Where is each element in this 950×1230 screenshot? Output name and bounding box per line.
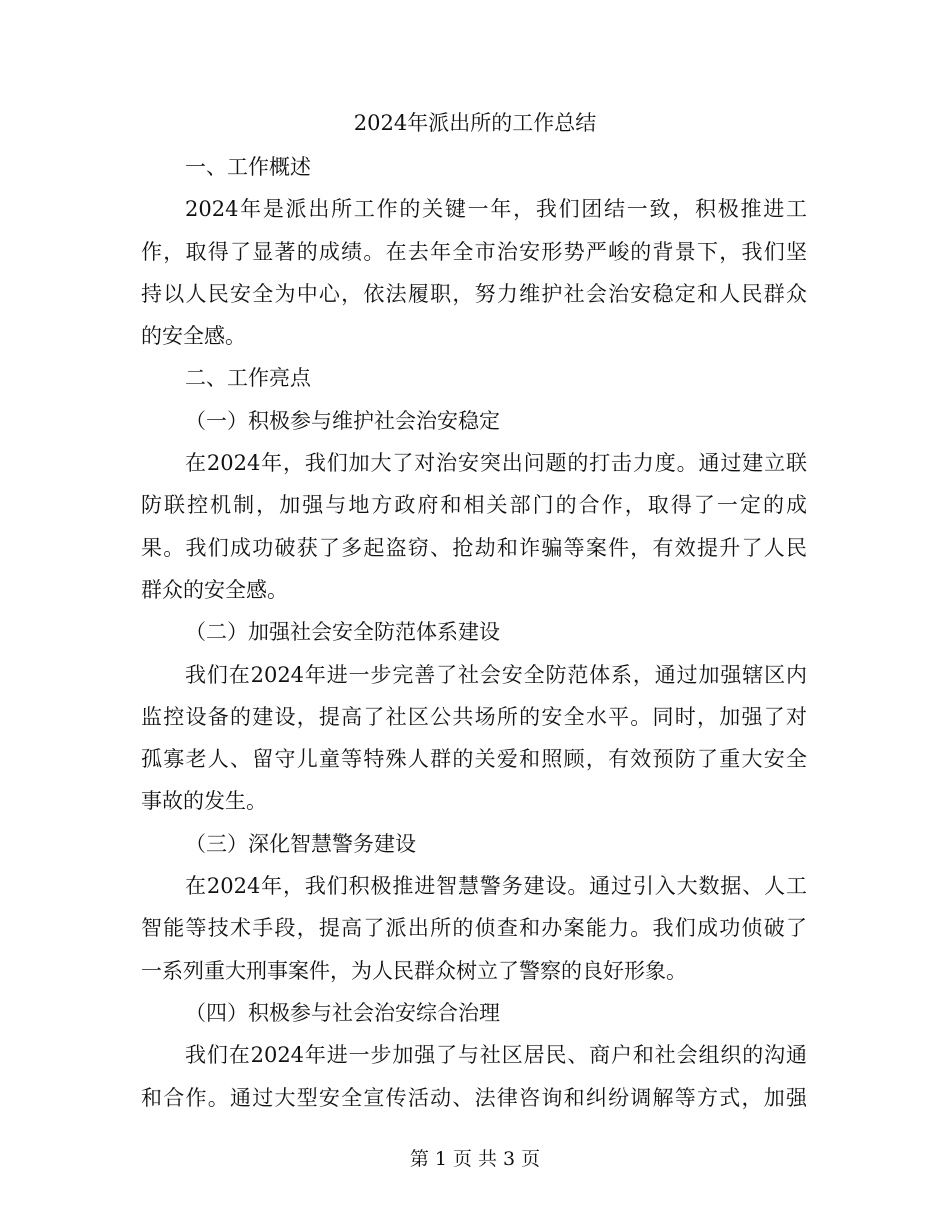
- text-line: 群众的安全感。: [141, 577, 288, 602]
- text-line: 和合作。通过大型安全宣传活动、法律咨询和纠纷调解等方式，加强: [141, 1085, 807, 1110]
- text-line: 在2024年，我们积极推进智慧警务建设。通过引入大数据、人工: [185, 874, 807, 899]
- page-footer: [0, 1144, 950, 1174]
- text-line: 我们在2024年进一步加强了与社区居民、商户和社会组织的沟通: [185, 1043, 807, 1068]
- text-line: （四）积极参与社会治安综合治理: [185, 1000, 500, 1025]
- text-line: 一、工作概述: [185, 155, 311, 179]
- text-line: 防联控机制，加强与地方政府和相关部门的合作，取得了一定的成: [141, 493, 807, 518]
- text-line: 在2024年，我们加大了对治安突出问题的打击力度。通过建立联: [185, 451, 807, 476]
- text-line: 2024年是派出所工作的关键一年，我们团结一致，积极推进工: [185, 197, 807, 222]
- text-line: 事故的发生。: [141, 789, 267, 814]
- text-line: 我们在2024年进一步完善了社会安全防范体系，通过加强辖区内: [185, 662, 807, 687]
- text-line: （一）积极参与维护社会治安稳定: [185, 408, 500, 433]
- text-line: （二）加强社会安全防范体系建设: [185, 620, 500, 645]
- text-line: 监控设备的建设，提高了社区公共场所的安全水平。同时，加强了对: [141, 704, 807, 729]
- text-line: 持以人民安全为中心，依法履职，努力维护社会治安稳定和人民群众: [141, 281, 807, 306]
- document-body: [141, 146, 807, 1119]
- text-line: （三）深化智慧警务建设: [185, 831, 416, 856]
- text-line: 智能等技术手段，提高了派出所的侦查和办案能力。我们成功侦破了: [141, 916, 807, 941]
- document-title: 2024年派出所的工作总结: [353, 111, 597, 135]
- text-line: 果。我们成功破获了多起盗窃、抢劫和诈骗等案件，有效提升了人民: [141, 535, 807, 560]
- text-line: 二、工作亮点: [185, 366, 311, 391]
- text-line: 孤寡老人、留守儿童等特殊人群的关爱和照顾，有效预防了重大安全: [141, 747, 807, 772]
- text-line: 的安全感。: [141, 324, 246, 349]
- text-line: 作，取得了显著的成绩。在去年全市治安形势严峻的背景下，我们坚: [141, 239, 807, 264]
- text-line: 一系列重大刑事案件，为人民群众树立了警察的良好形象。: [141, 958, 687, 983]
- page-number-label: 第 1 页 共 3 页: [409, 1148, 541, 1170]
